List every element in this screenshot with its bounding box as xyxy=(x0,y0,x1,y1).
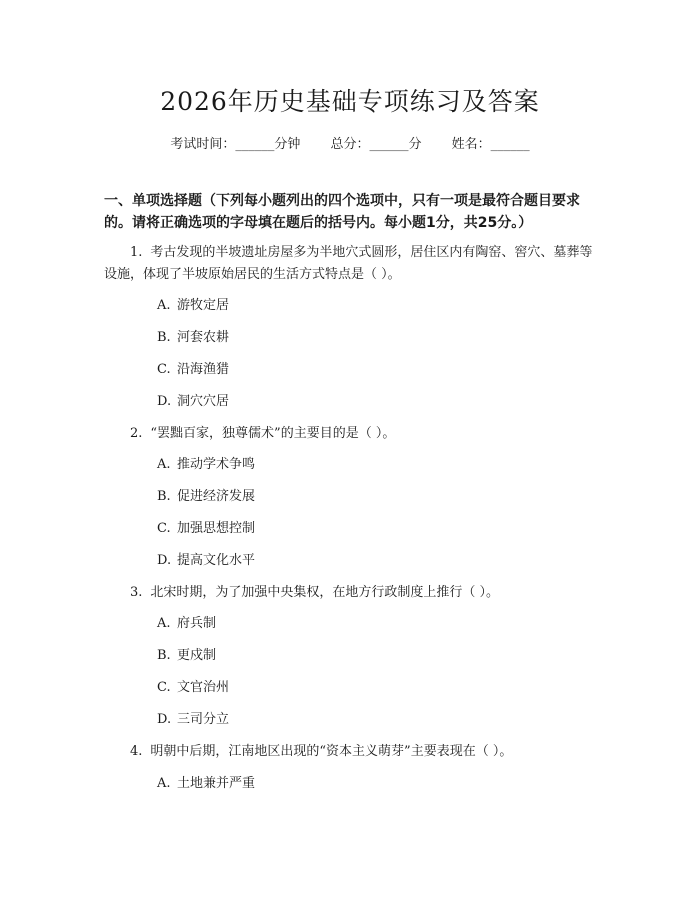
option-3d xyxy=(157,711,229,729)
question-2 xyxy=(104,423,604,445)
exam-time-field: 考试时间：______分钟 xyxy=(170,137,301,152)
option-letter: B. xyxy=(157,330,171,345)
option-letter: D. xyxy=(157,712,172,727)
total-score-field: 总分：______分 xyxy=(330,137,422,152)
question-number: 4. xyxy=(130,744,143,759)
option-letter: A. xyxy=(157,298,171,313)
option-letter: C. xyxy=(157,521,171,536)
option-text: 三司分立 xyxy=(177,712,230,727)
question-text: “罢黜百家，独尊儒术”的主要目的是（ ）。 xyxy=(150,426,396,441)
option-text: 河套农耕 xyxy=(177,330,230,345)
option-text: 洞穴穴居 xyxy=(177,394,230,409)
question-text: 明朝中后期，江南地区出现的“资本主义萌芽”主要表现在（ ）。 xyxy=(150,744,513,759)
student-name-field: 姓名：______ xyxy=(451,137,530,152)
question-text: 北宋时期，为了加强中央集权，在地方行政制度上推行（ ）。 xyxy=(150,585,500,600)
option-text: 提高文化水平 xyxy=(177,553,256,568)
question-number: 1. xyxy=(130,245,143,260)
option-text: 促进经济发展 xyxy=(177,489,256,504)
question-1 xyxy=(104,242,604,286)
page-title: 2026年历史基础专项练习及答案 xyxy=(160,87,540,116)
option-3c xyxy=(157,679,229,697)
question-3 xyxy=(104,582,604,604)
option-text: 土地兼并严重 xyxy=(177,776,256,791)
question-number: 3. xyxy=(130,585,143,600)
option-text: 沿海渔猎 xyxy=(177,362,230,377)
section-heading-multiple-choice: 一、单项选择题（下列每小题列出的四个选项中，只有一项是最符合题目要求的。请将正确选项的字母填在题后的括号内。每小题1分，共25分。） xyxy=(104,193,580,231)
option-text: 加强思想控制 xyxy=(177,521,256,536)
option-3b xyxy=(157,647,216,665)
question-text: 考古发现的半坡遗址房屋多为半地穴式圆形，居住区内有陶窑、窖穴、墓葬等设施，体现了半坡原始居民的生活方式特点是（ ）。 xyxy=(104,245,593,282)
option-2d xyxy=(157,552,255,570)
option-letter: B. xyxy=(157,648,171,663)
option-letter: A. xyxy=(157,457,171,472)
option-letter: B. xyxy=(157,489,171,504)
option-letter: C. xyxy=(157,680,171,695)
option-text: 推动学术争鸣 xyxy=(177,457,256,472)
option-4a xyxy=(157,775,255,793)
option-2b xyxy=(157,488,255,506)
option-1c xyxy=(157,361,229,379)
option-text: 府兵制 xyxy=(177,616,217,631)
option-2a xyxy=(157,456,255,474)
option-letter: A. xyxy=(157,776,171,791)
option-3a xyxy=(157,615,216,633)
option-1d xyxy=(157,393,229,411)
question-number: 2. xyxy=(130,426,143,441)
option-text: 文官治州 xyxy=(177,680,230,695)
option-letter: D. xyxy=(157,553,172,568)
option-1b xyxy=(157,329,229,347)
option-2c xyxy=(157,520,255,538)
option-letter: C. xyxy=(157,362,171,377)
option-text: 游牧定居 xyxy=(177,298,230,313)
option-text: 更戍制 xyxy=(177,648,217,663)
question-4 xyxy=(104,741,604,763)
option-1a xyxy=(157,297,229,315)
option-letter: D. xyxy=(157,394,172,409)
exam-meta xyxy=(0,133,700,152)
option-letter: A. xyxy=(157,616,171,631)
